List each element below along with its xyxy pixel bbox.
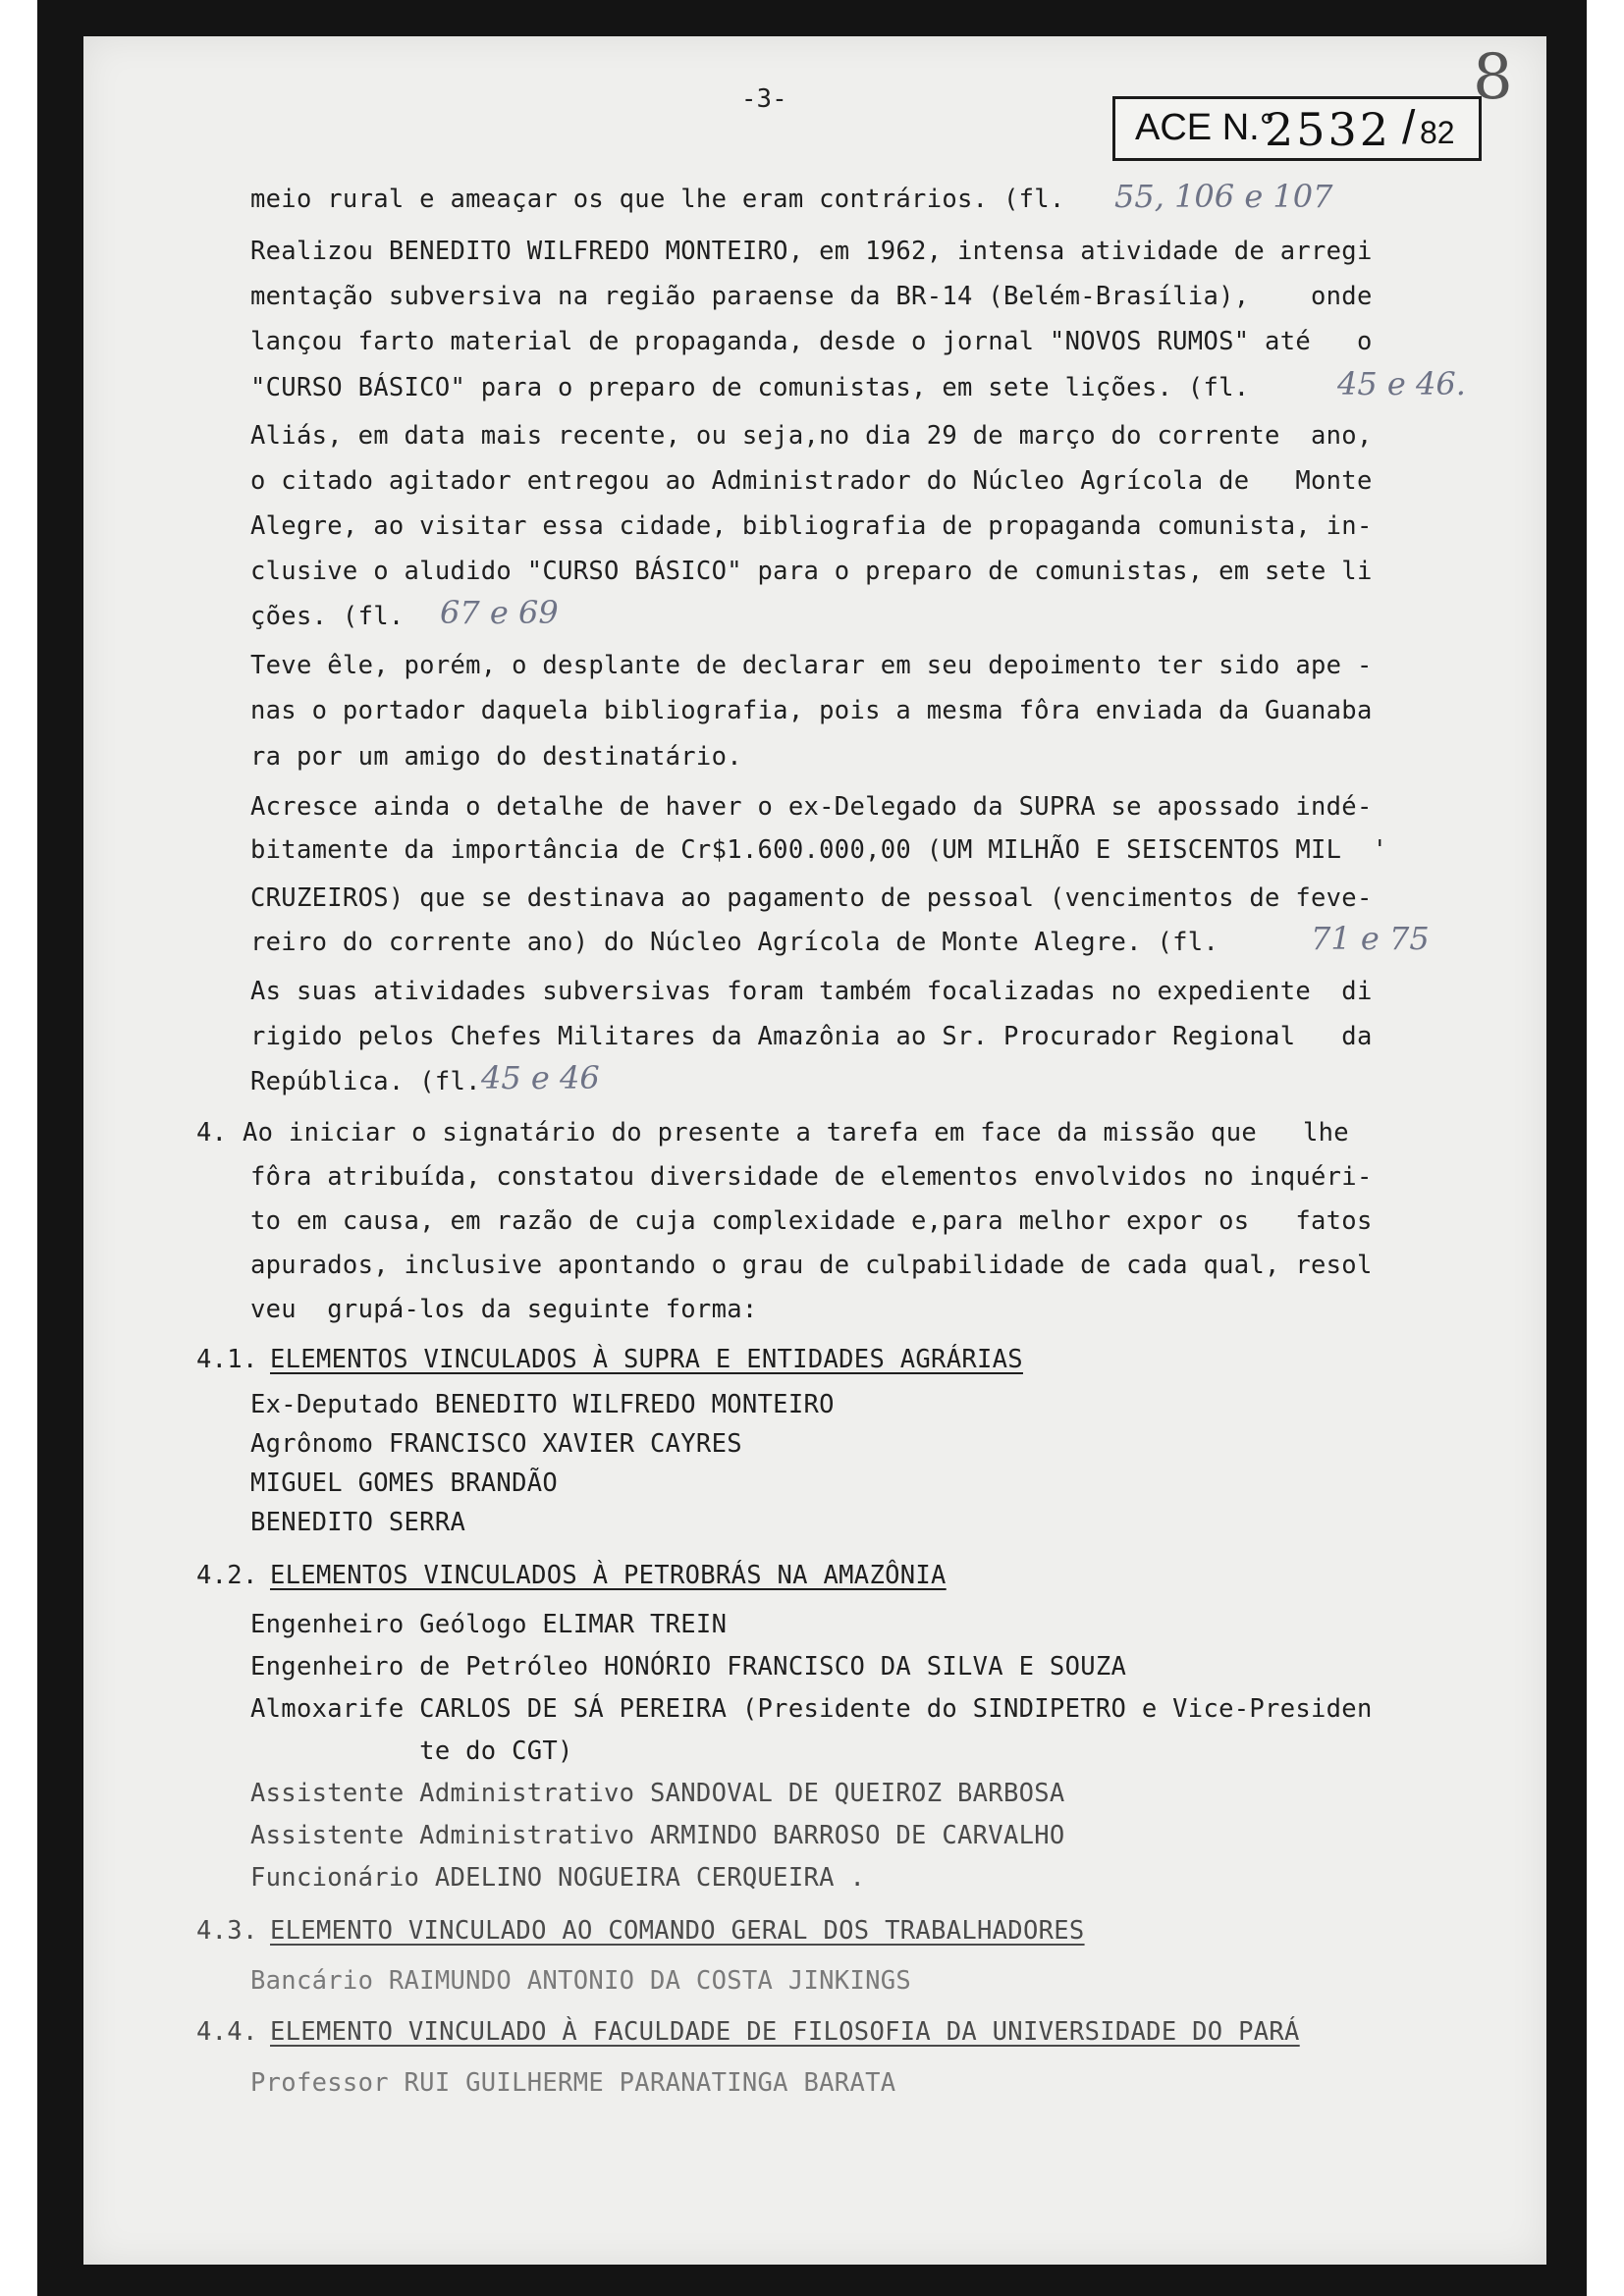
section-heading: ELEMENTOS VINCULADOS À SUPRA E ENTIDADES AGRÁRIAS xyxy=(270,1345,1023,1374)
list-item: Assistente Administrativo ARMINDO BARROSO DE CARVALHO xyxy=(250,1821,1065,1850)
body-line: to em causa, em razão de cuja complexidade e,para melhor expor os fatos xyxy=(250,1206,1373,1236)
body-line: Realizou BENEDITO WILFREDO MONTEIRO, em 1962, intensa atividade de arregi xyxy=(250,237,1373,266)
section-number: 4.4. xyxy=(196,2017,258,2047)
list-item: Engenheiro Geólogo ELIMAR TREIN xyxy=(250,1610,728,1639)
body-line: nas o portador daquela bibliografia, pois a mesma fôra enviada da Guanaba xyxy=(250,696,1373,725)
ace-stamp xyxy=(1112,96,1482,161)
handwritten-folio-ref: 67 e 69 xyxy=(440,594,559,631)
body-line: Acresce ainda o detalhe de haver o ex-Delegado da SUPRA se apossado indé- xyxy=(250,792,1373,822)
list-item: Agrônomo FRANCISCO XAVIER CAYRES xyxy=(250,1429,742,1459)
body-line: ra por um amigo do destinatário. xyxy=(250,742,742,772)
body-line: CRUZEIROS) que se destinava ao pagamento de pessoal (vencimentos de feve- xyxy=(250,883,1373,913)
body-line: apurados, inclusive apontando o grau de culpabilidade de cada qual, resol xyxy=(250,1251,1373,1280)
handwritten-folio-ref: 45 e 46 xyxy=(481,1059,600,1096)
body-line: ções. (fl. xyxy=(250,602,405,631)
stamp-number: 2532 xyxy=(1265,103,1392,156)
list-item: Ex-Deputado BENEDITO WILFREDO MONTEIRO xyxy=(250,1390,835,1419)
list-item: Professor RUI GUILHERME PARANATINGA BARATA xyxy=(250,2068,896,2098)
body-line: rigido pelos Chefes Militares da Amazônia ao Sr. Procurador Regional da xyxy=(250,1022,1373,1051)
list-item: te do CGT) xyxy=(250,1736,573,1766)
body-line: As suas atividades subversivas foram também focalizadas no expediente di xyxy=(250,977,1373,1006)
stamp-prefix: ACE N.° xyxy=(1135,107,1274,148)
body-line: "CURSO BÁSICO" para o preparo de comunistas, em sete lições. (fl. xyxy=(250,373,1250,402)
body-line: bitamente da importância de Cr$1.600.000,00 (UM MILHÃO E SEISCENTOS MIL ' xyxy=(250,835,1388,865)
handwritten-page-mark: 8 xyxy=(1473,41,1513,114)
page-number: -3- xyxy=(741,84,787,114)
body-line: Alegre, ao visitar essa cidade, bibliografia de propaganda comunista, in- xyxy=(250,511,1373,541)
section-number: 4.3. xyxy=(196,1916,258,1946)
section-number: 4.2. xyxy=(196,1561,258,1590)
body-line: meio rural e ameaçar os que lhe eram contrários. (fl. xyxy=(250,185,1065,214)
section-heading: ELEMENTOS VINCULADOS À PETROBRÁS NA AMAZÔNIA xyxy=(270,1561,947,1590)
list-item: Engenheiro de Petróleo HONÓRIO FRANCISCO DA SILVA E SOUZA xyxy=(250,1652,1127,1682)
section-heading: ELEMENTO VINCULADO AO COMANDO GERAL DOS TRABALHADORES xyxy=(270,1916,1085,1946)
list-item: BENEDITO SERRA xyxy=(250,1508,466,1537)
body-line: 4. Ao iniciar o signatário do presente a tarefa em face da missão que lhe xyxy=(196,1118,1349,1148)
list-item: Bancário RAIMUNDO ANTONIO DA COSTA JINKINGS xyxy=(250,1966,912,1996)
list-item: Almoxarife CARLOS DE SÁ PEREIRA (Presidente do SINDIPETRO e Vice-Presiden xyxy=(250,1694,1373,1724)
body-line: o citado agitador entregou ao Administrador do Núcleo Agrícola de Monte xyxy=(250,466,1373,496)
body-line: mentação subversiva na região paraense da BR-14 (Belém-Brasília), onde xyxy=(250,282,1373,311)
stamp-year: 82 xyxy=(1420,115,1455,150)
body-line: Teve êle, porém, o desplante de declarar em seu depoimento ter sido ape - xyxy=(250,651,1373,680)
handwritten-folio-ref: 55, 106 e 107 xyxy=(1114,178,1333,215)
body-line: clusive o aludido "CURSO BÁSICO" para o preparo de comunistas, em sete li xyxy=(250,557,1373,586)
body-line: fôra atribuída, constatou diversidade de elementos envolvidos no inquéri- xyxy=(250,1162,1373,1192)
list-item: Assistente Administrativo SANDOVAL DE QUEIROZ BARBOSA xyxy=(250,1779,1065,1808)
handwritten-folio-ref: 45 e 46. xyxy=(1337,365,1466,402)
body-line: Aliás, em data mais recente, ou seja,no dia 29 de março do corrente ano, xyxy=(250,421,1373,451)
list-item: MIGUEL GOMES BRANDÃO xyxy=(250,1468,559,1498)
section-heading: ELEMENTO VINCULADO À FACULDADE DE FILOSOFIA DA UNIVERSIDADE DO PARÁ xyxy=(270,2017,1300,2047)
section-number: 4.1. xyxy=(196,1345,258,1374)
list-item: Funcionário ADELINO NOGUEIRA CERQUEIRA . xyxy=(250,1863,866,1893)
body-line: lançou farto material de propaganda, desde o jornal "NOVOS RUMOS" até o xyxy=(250,327,1373,356)
body-line: reiro do corrente ano) do Núcleo Agrícola de Monte Alegre. (fl. xyxy=(250,928,1219,957)
body-line: República. (fl. xyxy=(250,1067,481,1096)
body-line: veu grupá-los da seguinte forma: xyxy=(250,1295,758,1324)
stamp-slash: / xyxy=(1402,102,1416,154)
handwritten-folio-ref: 71 e 75 xyxy=(1311,920,1430,957)
